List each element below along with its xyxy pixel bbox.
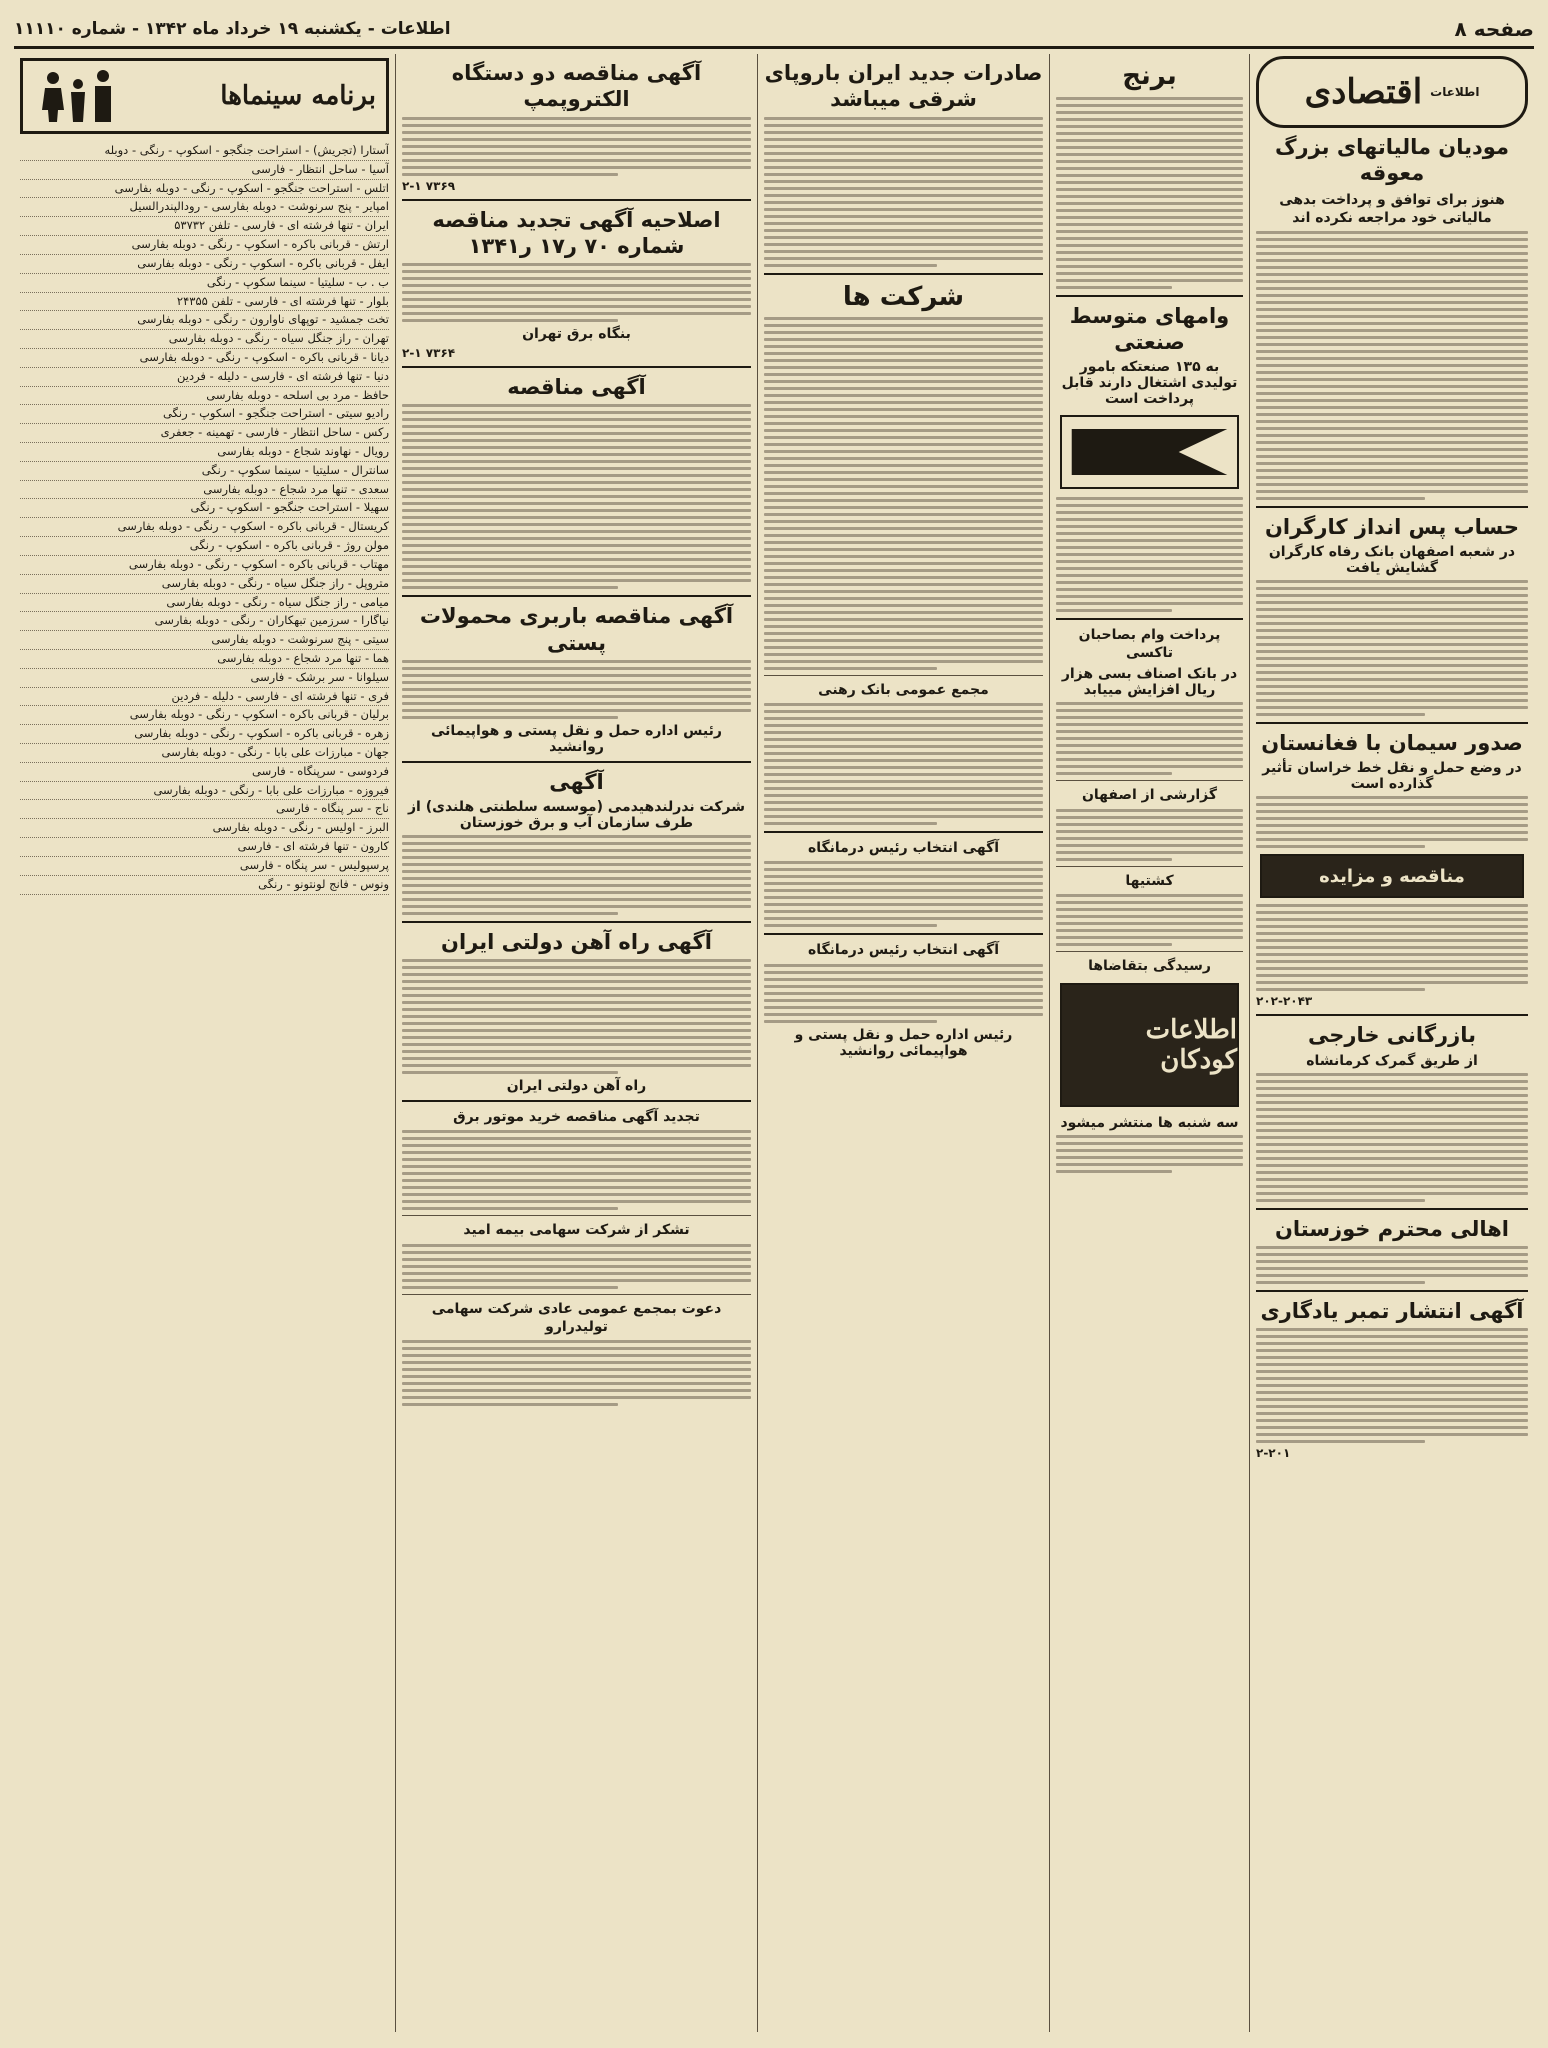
headline-isfahan: گزارشی از اصفهان: [1081, 787, 1218, 804]
article-body: [1256, 1246, 1528, 1284]
ad-body: [402, 1244, 751, 1289]
news-column-3: [757, 54, 1049, 2032]
article-body: [1056, 97, 1243, 289]
cinema-entry: کریستال - قربانی باکره - اسکوپ - رنگی - دوبله بفارسی: [20, 518, 389, 537]
article-body: [1256, 1073, 1528, 1202]
dateline: اطلاعات - یکشنبه ۱۹ خرداد ماه ۱۳۴۲ - شماره ۱۱۱۱۰: [14, 19, 451, 39]
subhead-industrial-loans: به ۱۳۵ صنعتکه بامور تولیدی اشتغال دارند قابل پرداخت است: [1061, 359, 1238, 407]
subhead-cement: در وضع حمل و نقل خط خراسان تأثیر گذارده است: [1262, 760, 1522, 793]
article-body: [1256, 231, 1528, 500]
ad-correction-title: اصلاحیه آگهی تجدید مناقصه شماره ۷۰ ر۱۷ ر۱۳۴۱: [432, 207, 721, 258]
cinema-entry: متروپل - راز جنگل سیاه - رنگی - دوبله بفارسی: [20, 575, 389, 594]
subhead-savings: در شعبه اصفهان بانک رفاه کارگران گشایش یافت: [1268, 544, 1516, 577]
cinema-entry: آستارا (تجریش) - استراحت جنگجو - اسکوپ - رنگی - دوبله: [20, 142, 389, 161]
cinema-entry: ونوس - فانج لونتونو - رنگی: [20, 876, 389, 895]
ad-postal-title: آگهی مناقصه باربری محمولات پستی: [419, 604, 734, 655]
page-number: صفحه ۸: [1454, 17, 1534, 41]
cinema-entry: فیروزه - مبارزات علی بابا - رنگی - دوبله بفارسی: [20, 782, 389, 801]
headline-taxi-loans: پرداخت وام بصاحبان تاکسی: [1078, 627, 1221, 662]
kids-subtitle: سه شنبه ها منتشر میشود: [1060, 1114, 1239, 1131]
cinema-entry: فردوسی - سرپنگاه - فارسی: [20, 763, 389, 782]
headline-clinic-1: آگهی انتخاب رئیس درمانگاه: [807, 840, 1000, 857]
headline-companies: شرکت ها: [842, 281, 965, 312]
ad-signature: بنگاه برق تهران: [522, 326, 631, 342]
banner-prefix: اطلاعات: [1430, 85, 1480, 99]
headline-tax-debtors: مودیان مالیاتهای بزرگ معوقه: [1275, 135, 1509, 186]
banner-title: اقتصادی: [1304, 72, 1423, 112]
ad-body: [402, 1340, 751, 1406]
cinema-entry: دنیا - تنها فرشته ای - فارسی - دلیله - فردین: [20, 368, 389, 387]
headline-requests: رسیدگی بتقاضاها: [1088, 957, 1211, 974]
ad-code: ۲-۱ ۷۳۶۹: [402, 178, 456, 193]
cinema-entry: نیاگارا - سرزمین تبهکاران - رنگی - دوبله بفارسی: [20, 612, 389, 631]
headline-rice: برنج: [1122, 61, 1177, 91]
arrow-icon: [1062, 417, 1237, 487]
article-body: [1056, 809, 1243, 861]
article-body: [1056, 1135, 1243, 1173]
cinema-entry: اتلس - استراحت جنگجو - اسکوپ - رنگی - دوبله بفارسی: [20, 180, 389, 199]
family-silhouette-icon: [33, 68, 123, 124]
ad-body: [402, 404, 751, 589]
economic-column: [1249, 54, 1534, 2032]
cinema-column: [14, 54, 395, 2032]
ad-body: [402, 660, 751, 719]
cinema-entry: ایران - تنها فرشته ای - فارسی - تلفن ۵۳۷۳۲: [20, 217, 389, 236]
cinema-entry: حافظ - مرد بی اسلحه - دوبله بفارسی: [20, 387, 389, 406]
article-body: [1056, 497, 1243, 612]
cinema-entry: جهان - مبارزات علی بابا - رنگی - دوبله بفارسی: [20, 744, 389, 763]
article-body: [1256, 1328, 1528, 1443]
cinema-title: برنامه سینماها: [220, 81, 376, 111]
cinema-entry: سیتی - پنج سرنوشت - دوبله بفارسی: [20, 631, 389, 650]
ad-body: [402, 1130, 751, 1210]
article-body: [764, 117, 1043, 267]
cinema-entry: ناج - سر پنگاه - فارسی: [20, 800, 389, 819]
headline-mortgage-bank: مجمع عمومی بانک رهنی: [818, 682, 989, 698]
ad-electropump-title: آگهی مناقصه دو دستگاه الکتروپمپ: [451, 61, 702, 112]
ad-code: ۲۰۲-۲۰۴۳: [1256, 994, 1313, 1009]
ad-motor-title: تجدید آگهی مناقصه خرید موتور برق: [453, 1109, 700, 1126]
ad-signature: راه آهن دولتی ایران: [506, 1078, 647, 1095]
ad-tender-title: آگهی مناقصه: [507, 375, 646, 399]
tender-badge: مناقصه و مزایده: [1260, 854, 1524, 898]
running-header: [14, 12, 1534, 49]
cinema-entry: سهیلا - استراحت جنگجو - اسکوپ - رنگی: [20, 499, 389, 518]
cinema-banner: [20, 58, 389, 134]
cinema-entry: سیلوانا - سر برشک - فارسی: [20, 669, 389, 688]
cinema-entry: رادیو سیتی - استراحت جنگجو - اسکوپ - رنگی: [20, 405, 389, 424]
cinema-entry: تهران - راز جنگل سیاه - رنگی - دوبله بفارسی: [20, 330, 389, 349]
subhead-foreign-trade: از طریق گمرک کرمانشاه: [1306, 1052, 1478, 1069]
headline-exports: صادرات جدید ایران باروپای شرقی میباشد: [764, 61, 1043, 112]
ad-railway-title: آگهی راه آهن دولتی ایران: [441, 930, 712, 954]
ad-body: [402, 263, 751, 322]
article-body: [764, 703, 1043, 825]
cinema-entry: پرسپولیس - سر پنگاه - فارسی: [20, 857, 389, 876]
ads-column: [395, 54, 757, 2032]
cinema-entry: بلوار - تنها فرشته ای - فارسی - تلفن ۲۴۳۵۵: [20, 293, 389, 312]
cinema-entry: فری - تنها فرشته ای - فارسی - دلیله - فردین: [20, 688, 389, 707]
article-body: [1256, 904, 1528, 991]
news-column-2: [1049, 54, 1249, 2032]
cinema-entry: مهتاب - قربانی باکره - اسکوپ - رنگی - دوبله بفارسی: [20, 556, 389, 575]
cinema-entry: تخت جمشید - توپهای ناوارون - رنگی - دوبله بفارسی: [20, 311, 389, 330]
ad-code: ۲-۱ ۷۳۶۴: [402, 346, 456, 360]
headline-clinic-2: آگهی انتخاب رئیس درمانگاه: [807, 942, 1000, 959]
headline-khuzestan: اهالی محترم خوزستان: [1275, 1216, 1509, 1241]
subhead-taxi-loans: در بانک اصناف بسی هزار ریال افزایش مییابد: [1061, 666, 1238, 699]
footer-signature: رئیس اداره حمل و نقل پستی و هواپیمائی روانشید: [794, 1026, 1013, 1059]
ad-body: [402, 117, 751, 176]
article-body: [1256, 580, 1528, 716]
ad-body: [402, 959, 751, 1074]
cinema-entry: هما - تنها مرد شجاع - دوبله بفارسی: [20, 650, 389, 669]
cinema-entry: سعدی - تنها مرد شجاع - دوبله بفارسی: [20, 481, 389, 500]
cinema-entry: ارتش - قربانی باکره - اسکوپ - رنگی - دوبله بفارسی: [20, 236, 389, 255]
article-body: [1256, 796, 1528, 848]
headline-foreign-trade: بازرگانی خارجی: [1308, 1023, 1476, 1048]
cinema-entry: امپایر - پنج سرنوشت - دوبله بفارسی - رودالپندرالسیل: [20, 198, 389, 217]
headline-industrial-loans: وامهای متوسط صنعتی: [1069, 303, 1230, 354]
cinema-entry: ایفل - قربانی باکره - اسکوپ - رنگی - دوبله بفارسی: [20, 255, 389, 274]
headline-stamp: آگهی انتشار تمبر یادگاری: [1260, 1298, 1524, 1323]
cinema-entry: رکس - ساحل انتظار - فارسی - تهمینه - جعفری: [20, 424, 389, 443]
cinema-entry: مولن روژ - قربانی باکره - اسکوپ - رنگی: [20, 537, 389, 556]
ad-code: ۲-۲۰۱: [1256, 1446, 1291, 1461]
ad-thanks-title: تشکر از شرکت سهامی بیمه امید: [463, 1222, 690, 1239]
kids-badge: اطلاعات کودکان: [1060, 983, 1239, 1107]
article-body: [764, 317, 1043, 670]
cinema-entry: کارون - تنها فرشته ای - فارسی: [20, 838, 389, 857]
cinema-entry: برلیان - قربانی باکره - اسکوپ - رنگی - دوبله بفارسی: [20, 706, 389, 725]
cinema-entry: زهره - قربانی باکره - اسکوپ - رنگی - دوبله بفارسی: [20, 725, 389, 744]
cinema-entry: دیانا - قربانی باکره - اسکوپ - رنگی - دوبله بفارسی: [20, 349, 389, 368]
section-banner: [1256, 56, 1528, 128]
cinema-entry: آسیا - ساحل انتظار - فارسی: [20, 161, 389, 180]
arrow-graphic: [1060, 415, 1239, 489]
article-body: [1056, 702, 1243, 775]
headline-savings: حساب پس انداز کارگران: [1264, 514, 1520, 539]
ad-notice-sub: شرکت ندرلندهیدمی (موسسه سلطنتی هلندی) از طرف سازمان آب و برق خوزستان: [408, 799, 745, 831]
ad-notice-title: آگهی: [549, 769, 604, 794]
article-body: [1056, 894, 1243, 946]
subhead-tax-debtors: هنوز برای توافق و پرداخت بدهی مالیاتی خود مراجعه نکرده اند: [1279, 191, 1505, 226]
ad-signature: رئیس اداره حمل و نقل پستی و هواپیمائی روانشید: [431, 722, 722, 755]
headline-ships: کشتیها: [1125, 872, 1174, 889]
headline-cement: صدور سیمان با فغانستان: [1261, 731, 1523, 756]
cinema-entry: رویال - نهاوند شجاع - دوبله بفارسی: [20, 443, 389, 462]
cinema-entry: میامی - راز جنگل سیاه - رنگی - دوبله بفارسی: [20, 594, 389, 613]
cinema-entry: البرز - اولیس - رنگی - دوبله بفارسی: [20, 819, 389, 838]
article-body: [764, 861, 1043, 927]
cinema-listing: [20, 142, 389, 895]
ad-meeting-title: دعوت بمجمع عمومی عادی شرکت سهامی تولیدرارو: [431, 1300, 722, 1335]
article-body: [764, 964, 1043, 1023]
cinema-entry: ب . ب - سلیتیا - سینما سکوپ - رنگی: [20, 274, 389, 293]
ad-body: [402, 835, 751, 915]
cinema-entry: سانترال - سلیتیا - سینما سکوپ - رنگی: [20, 462, 389, 481]
